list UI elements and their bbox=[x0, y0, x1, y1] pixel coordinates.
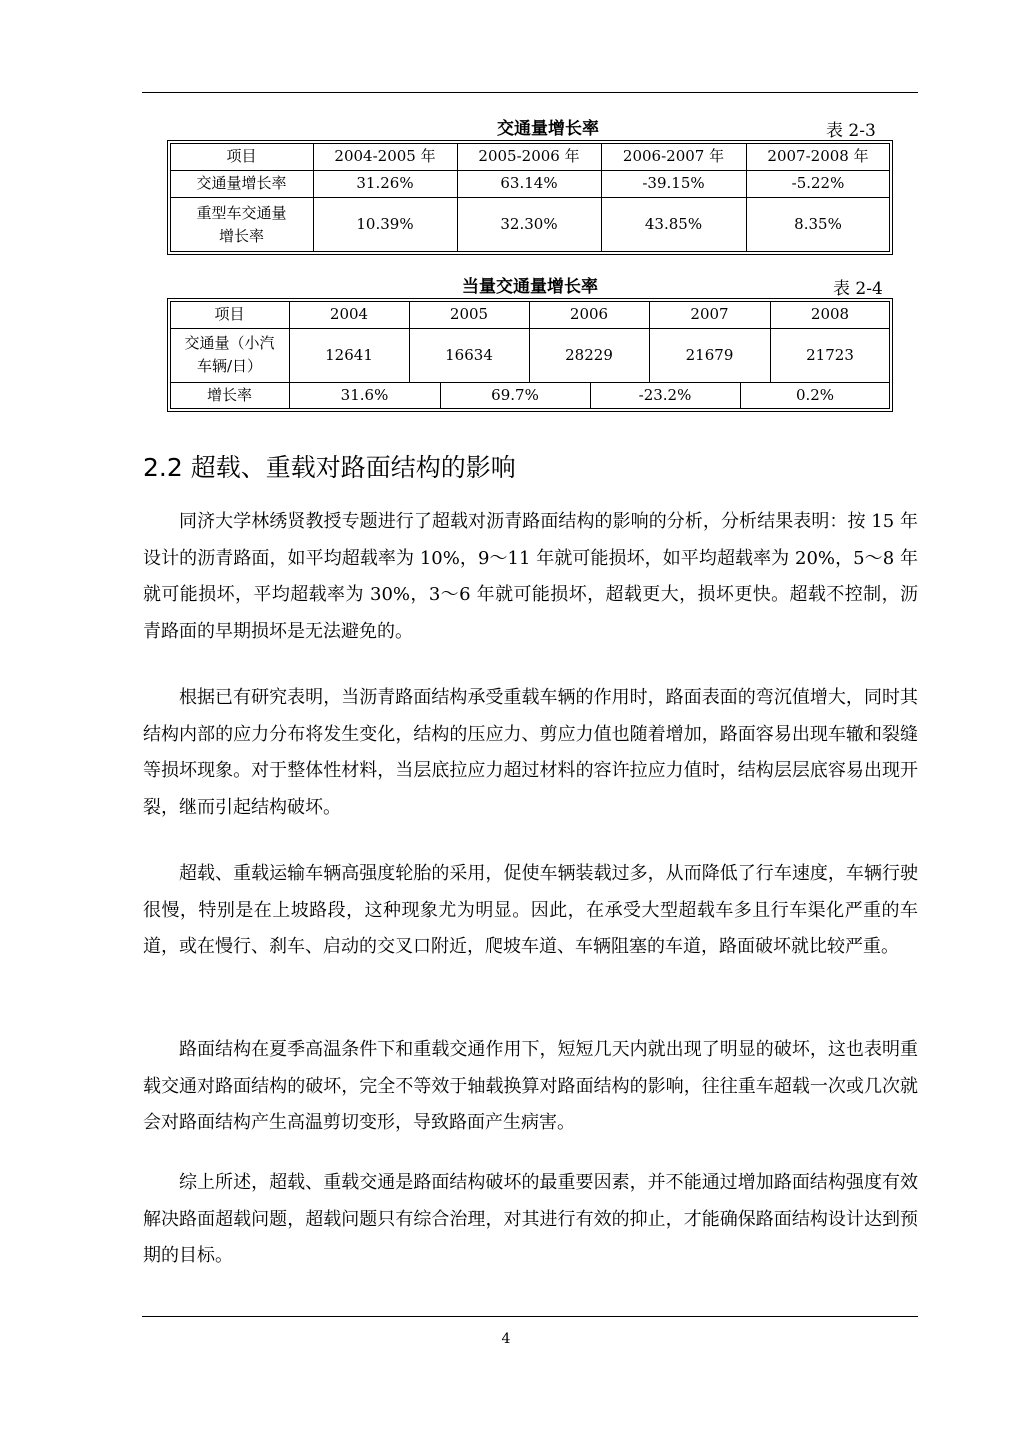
table2-cell: 69.7% bbox=[491, 386, 539, 404]
table2-header-cell: 2005 bbox=[449, 305, 489, 323]
table2-cell: 21723 bbox=[806, 345, 854, 364]
table2-cell: 0.2% bbox=[795, 386, 835, 404]
section-heading: 2.2 超载、重载对路面结构的影响 bbox=[143, 453, 516, 482]
body-paragraph: 超载、重载运输车辆高强度轮胎的采用，促使车辆装载过多，从而降低了行车速度，车辆行驶很慢，特别是在上坡路段，这种现象尤为明显。因此，在承受大型超载车多且行车渠化严重的车道，或在慢行、刹车、启动的交叉口附近，爬坡车道、车辆阻塞的车道，路面破坏就比较严重。 bbox=[143, 863, 918, 957]
header-rule bbox=[142, 92, 918, 93]
table2-cell: 31.6% bbox=[340, 386, 389, 404]
table1-header-cell: 2006-2007 年 bbox=[622, 147, 725, 165]
table2-header-cell: 2006 bbox=[569, 305, 609, 323]
table2-cell: 28229 bbox=[565, 345, 613, 364]
table1-cell: -5.22% bbox=[791, 174, 845, 192]
table1-row-label-line2: 增长率 bbox=[218, 226, 264, 245]
table2-label: 表 2-4 bbox=[833, 279, 883, 299]
table1-row-label bbox=[170, 197, 313, 252]
table2-header-cell: 2004 bbox=[329, 305, 369, 323]
table2-row-label-line2: 车辆/日） bbox=[196, 357, 263, 375]
table1-cell: 43.85% bbox=[644, 215, 703, 233]
table2-cell: 16634 bbox=[445, 345, 493, 364]
table2-cell: 12641 bbox=[325, 345, 373, 364]
table2-row-label: 增长率 bbox=[206, 386, 252, 404]
table2-row-label-line1: 交通量（小汽 bbox=[184, 334, 275, 352]
table2-header-cell: 项目 bbox=[214, 305, 245, 323]
table1-header-cell: 2004-2005 年 bbox=[334, 147, 436, 165]
table2-header-cell: 2007 bbox=[690, 305, 729, 323]
table1-label: 表 2-3 bbox=[826, 121, 876, 141]
table1-cell: -39.15% bbox=[642, 174, 705, 192]
page-number: 4 bbox=[501, 1331, 511, 1347]
table2-title: 当量交通量增长率 bbox=[462, 277, 598, 297]
table1-header-cell: 项目 bbox=[226, 147, 257, 165]
footer-rule bbox=[142, 1316, 918, 1317]
table1-row-label-line1: 重型车交通量 bbox=[196, 203, 287, 222]
body-paragraph: 综上所述，超载、重载交通是路面结构破坏的最重要因素，并不能通过增加路面结构强度有效解决路面超载问题，超载问题只有综合治理，对其进行有效的抑止，才能确保路面结构设计达到预期的目标。 bbox=[143, 1172, 918, 1266]
table1-row-label: 交通量增长率 bbox=[196, 174, 287, 192]
table1-cell: 8.35% bbox=[794, 215, 842, 233]
table1-cell: 32.30% bbox=[500, 215, 558, 233]
body-paragraph: 同济大学林绣贤教授专题进行了超载对沥青路面结构的影响的分析，分析结果表明：按 15 年设计的沥青路面，如平均超载率为 10%，9～11 年就可能损坏，如平均超载率为 20%，5～8 年就可能损坏，平均超载率为 30%，3～6 年就可能损坏，超载更大，损坏更快。超载不控制，沥青路面的早期损坏是无法避免的。 bbox=[143, 511, 918, 642]
table2-row-label bbox=[170, 328, 289, 382]
table1-title: 交通量增长率 bbox=[497, 119, 599, 139]
table1-cell: 31.26% bbox=[356, 174, 414, 192]
table2-cell: -23.2% bbox=[638, 386, 692, 404]
body-paragraph: 根据已有研究表明，当沥青路面结构承受重载车辆的作用时，路面表面的弯沉值增大，同时其结构内部的应力分布将发生变化，结构的压应力、剪应力值也随着增加，路面容易出现车辙和裂缝等损坏现象。对于整体性材料，当层底拉应力超过材料的容许拉应力值时，结构层层底容易出现开裂，继而引起结构破坏。 bbox=[143, 687, 918, 818]
table1-cell: 63.14% bbox=[500, 174, 558, 192]
table2-cell: 21679 bbox=[685, 345, 734, 364]
table2-header-cell: 2008 bbox=[810, 305, 850, 323]
table1-header-cell: 2005-2006 年 bbox=[478, 147, 580, 165]
table1-cell: 10.39% bbox=[356, 215, 414, 233]
body-paragraph: 路面结构在夏季高温条件下和重载交通作用下，短短几天内就出现了明显的破坏，这也表明重载交通对路面结构的破坏，完全不等效于轴载换算对路面结构的影响，往往重车超载一次或几次就会对路面结构产生高温剪切变形，导致路面产生病害。 bbox=[143, 1039, 918, 1133]
table1-header-cell: 2007-2008 年 bbox=[767, 147, 869, 165]
